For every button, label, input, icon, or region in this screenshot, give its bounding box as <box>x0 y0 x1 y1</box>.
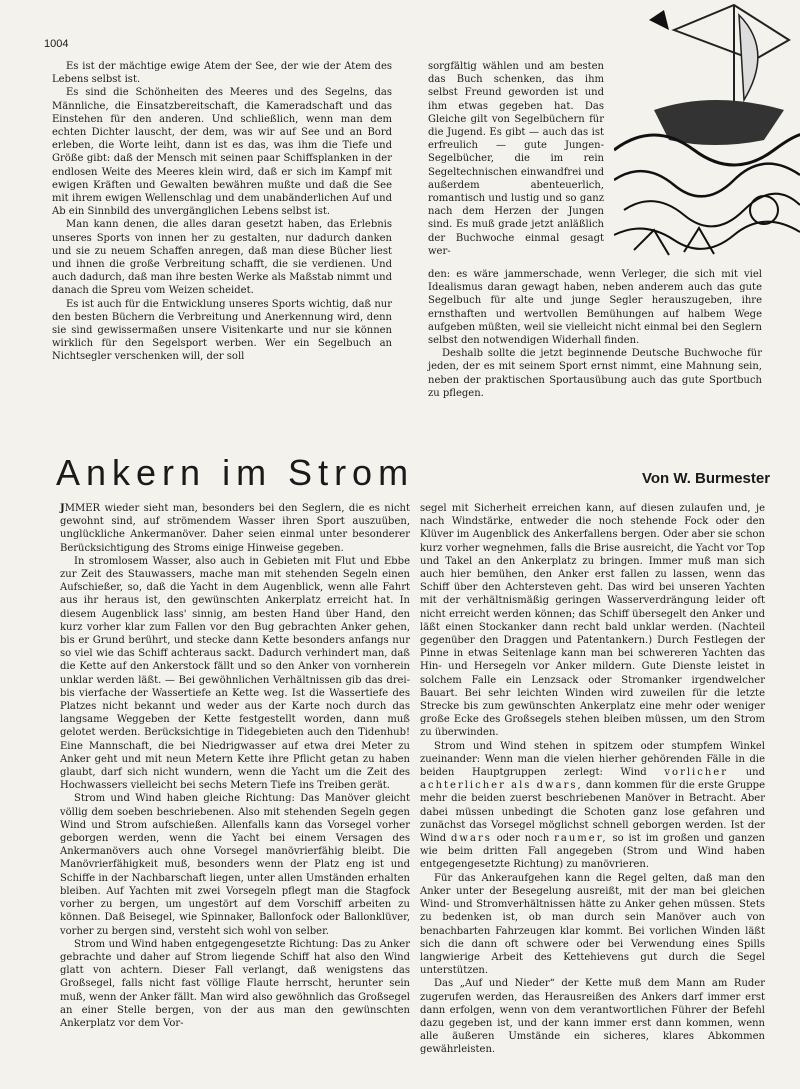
text: so ist im großen und ganzen wie beim dritten Fall angegeben (Strom und Wind haben entgegengesetzte Richtung) zu manövrieren. <box>420 833 765 871</box>
top-right-narrow-column <box>428 60 604 258</box>
paragraph: Das „Auf und Nieder“ der Kette muß dem Mann am Ruder zugerufen werden, das Herausreißen des Ankers darf immer erst dann erfolgen, wenn von dem verantwortlichen Führer der Befehl dazu gegeben ist, und der kann immer erst dann kommen, wenn alle äußeren Umstände ein sicheres, klares Abkommen gewährleisten. <box>420 978 765 1056</box>
article-right-column <box>420 502 765 1057</box>
paragraph: Es ist der mächtige ewige Atem der See, der wie der Atem des Lebens selbst ist. <box>52 61 392 86</box>
top-right-wide-column <box>428 268 762 400</box>
paragraph-text: MMER wieder sieht man, besonders bei den Seglern, die es nicht gewohnt sind, auf strömendem Wasser ihren Sport auszuüben, unglückliche Ankermanöver. Daher seien einmal unter besonderer Berücksichtigung des Stroms einige Hinweise gegeben. <box>60 503 410 554</box>
spaced-text: raumer, <box>554 833 608 845</box>
spaced-text: achterlicher als dwars, <box>420 780 583 792</box>
top-left-column <box>52 60 392 364</box>
text: und <box>745 767 765 779</box>
paragraph: Es ist auch für die Entwicklung unseres Sports wichtig, daß nur den besten Büchern die Verbreitung und Anerkennung wird, denn sie sind gewissermaßen unsere Visitenkarte und nur sie können wirklich für den Segelsport werben. Wer ein Segelbuch an Nichtsegler verschenken will, der soll <box>52 298 392 363</box>
paragraph: Für das Ankeraufgehen kann die Regel gelten, daß man den Anker unter der Besegelung ausreißt, mit der man bei gleichen Wind- und Stromverhältnissen hätte zu Anker gehen müssen. Stets zu bedenken ist, ob man durch sein Manöver auch von benachbarten Fahrzeugen klar kommt. Bei vorlichen Winden läßt sich die dann oft schwere oder bei Verwendung eines Spills langwierige Arbeit des Kettehievens gut durch die Segel unterstützen. <box>420 872 765 977</box>
paragraph: segel mit Sicherheit erreichen kann, auf diesen zulaufen und, je nach Windstärke, entweder die noch stehende Fock oder den Klüver im Augenblick des Ankerfallens bergen. Oder aber sie schon kurz vorher wegnehmen, falls die Brise ausreicht, die Yacht vor Top und Takel an den Ankerplatz zu bringen. Immer muß man sich auch hier bemühen, den Anker erst fallen zu lassen, wenn das Schiff über den Achtersteven geht. Das wird bei unseren Yachten mit der verhältnismäßig geringen Wasserverdrängung leider oft nicht erreicht werden können; das Schiff übersegelt den Anker und läßt einen Stockanker dann recht bald unklar werden. (Nachteil gegenüber den Draggen und Patentankern.) Durch Festlegen der Pinne in etwas Seitenlage kann man bei schwereren Yachten das Hin- und Hersegeln vor Anker mildern. Gute Dienste leistet in solchem Falle ein Lenzsack oder Stromanker irgendwelcher Bauart. Bei sehr leichten Winden wird zuweilen für die letzte Strecke bis zum gewünschten Ankerplatz eine mehr oder weniger große Ecke des Großsegels stehen bleiben müssen, um den Strom zu überwinden. <box>420 503 765 739</box>
text: oder noch <box>496 833 550 845</box>
paragraph: Strom und Wind haben entgegengesetzte Richtung: Das zu Anker gebrachte und daher auf Strom liegende Schiff hat also den Wind glatt von achtern. Dieser Fall verlangt, daß wenigstens das Großsegel, falls nicht fast völlige Flaute herrscht, herunter sein muß, wenn der Anker fällt. Man wird also gewöhnlich das Großsegel an einer Stelle bergen, von der aus man den gewünschten Ankerplatz vor dem Vor- <box>60 938 410 1029</box>
page-number: 1004 <box>44 38 69 50</box>
paragraph: Man kann denen, die alles daran gesetzt haben, das Erlebnis unseres Sports von innen her zu gestalten, nur dadurch danken und sie zu neuem Schaffen anregen, daß man diese Bücher liest und ihnen die große Verbreitung schafft, die sie verdienen. Und auch dadurch, daß man ihre besten Werke als Maßstab nimmt und danach die Spreu vom Weizen scheidet. <box>52 219 392 297</box>
article-left-column <box>60 502 410 1030</box>
paragraph <box>420 740 765 872</box>
paragraph: In stromlosem Wasser, also auch in Gebieten mit Flut und Ebbe zur Zeit des Stauwassers, mache man mit stehenden Segeln einen Aufschießer, so, daß die Yacht in dem Augenblick, wenn alle Fahrt aus ihr heraus ist, den gewünschten Ankerplatz erreicht hat. In diesem Augenblick lass' sinnig, am besten Hand über Hand, den kurz vorher klar zum Fallen vor den Bug gebrachten Anker gehen, bis er Grund berührt, und stecke dann Kette besonders anfangs nur so viel wie das Schiff achteraus sackt. Dadurch verhindert man, daß die Kette auf den Ankerstock fällt und so den Anker von vornherein unklar werden läßt. — Bei gewöhnlichen Verhältnissen gib das drei- bis vierfache der Wassertiefe an Kette weg. Ist die Wassertiefe des Platzes nicht bekannt und weder aus der Karte noch durch das langsame Weggeben der Kette festgestellt worden, dann muß gelotet werden. Berücksichtige in Tidegebieten auch den Tidenhub! Eine Mannschaft, die bei Niedrigwasser auf etwa drei Meter zu Anker geht und mit neun Metern Kette ihre Pflicht getan zu haben glaubt, darf sich nicht wundern, wenn die Yacht um die Zeit des Hochwassers vielleicht bei sechs Metern Tiefe ins Treiben gerät. <box>60 555 410 792</box>
paragraph: sorgfältig wählen und am besten das Buch schenken, das ihm selbst Freund geworden ist und ihm etwas gegeben hat. Das Gleiche gilt von Segelbüchern für die Jugend. Es gibt — auch das ist erfreulich — gute Jungen-Segelbücher, die im rein Segeltechnischen einwandfrei und außerdem abenteuerlich, romantisch und lustig und so ganz nach dem Herzen der Jungen sind. Es muß grade jetzt anläßlich der Buchwoche einmal gesagt wer- <box>428 61 604 257</box>
text: dann kommen für die erste Gruppe mehr die beiden zuerst beschriebenen Manöver in Betracht. Aber dabei müssen unbedingt die Schoten ganz lose gefahren und zunächst das Vorsegel möglichst schnell geborgen werden. Ist der Wind <box>420 780 765 845</box>
article-byline: Von W. Burmester <box>642 470 771 487</box>
spaced-text: dwars <box>451 833 492 845</box>
spaced-text: vorlicher <box>664 767 728 779</box>
paragraph <box>60 502 410 555</box>
text: Strom und Wind stehen in spitzem oder stumpfem Winkel zueinander: Wenn man die vielen hierher gehörenden Fälle in die beiden Hauptgruppen zerlegt: Wind <box>420 740 765 779</box>
paragraph: Strom und Wind haben gleiche Richtung: Das Manöver gleicht völlig dem soeben beschriebenen. Also mit stehenden Segeln gegen Wind und Strom aufschießen. Allenfalls kann das Vorsegel vorher geborgen werden, wenn die Yacht bei einem Versagen des Ankermanövers auch ohne Vorsegel manövrierfähig bleibt. Die Manövrierfähigkeit muß, besonders wenn der Platz eng ist und Schiffe in der Nachbarschaft liegen, unter allen Umständen erhalten bleiben. Auf Yachten mit zwei Vorsegeln pflegt man die Stagfock vorher zu bergen, um ungestört auf dem Vorschiff arbeiten zu können. Daß Beisegel, wie Spinnaker, Ballonfock oder Ballonklüver, vorher zu bergen sind, versteht sich wohl von selber. <box>60 793 410 937</box>
sailing-ship-sea-illustration <box>614 0 800 262</box>
paragraph: den: es wäre jammerschade, wenn Verleger, die sich mit viel Idealismus daran gewagt haben, neben anderem auch das gute Segelbuch für alte und junge Segler herauszugeben, ihre ernsthaften und wertvollen Bemühungen auf halbem Wege aufgeben müßten, weil sie vielleicht nicht einmal bei den Seglern selbst den notwendigen Widerhall finden. <box>428 269 762 347</box>
article-title: Ankern im Strom <box>56 452 415 493</box>
paragraph: Es sind die Schönheiten des Meeres und des Segelns, das Männliche, die Einsatzbereitschaft, die Kameradschaft und das Einstehen für den anderen. Und schließlich, wenn man dem echten Dichter lauscht, der dem, was wir auf See und an Bord erleben, die Worte leiht, dann ist es das, was ihm die Tiefe und Größe gibt: daß der Mensch mit seinen paar Schiffsplanken in der endlosen Weite des Meeres klein wird, daß er sich im Kampf mit ewigen Kräften und Gewalten bewähren mußte und daß die See mit ihrem ewigen Wellenschlag und dem unabänderlichen Auf und Ab ein Sinnbild des unvergänglichen Lebens selbst ist. <box>52 87 392 218</box>
paragraph: Deshalb sollte die jetzt beginnende Deutsche Buchwoche für jeden, der es mit seinem Sport ernst nimmt, eine Mahnung sein, neben der praktischen Sportausübung auch das gute Sportbuch zu pflegen. <box>428 348 762 399</box>
drop-cap: J <box>60 503 65 514</box>
